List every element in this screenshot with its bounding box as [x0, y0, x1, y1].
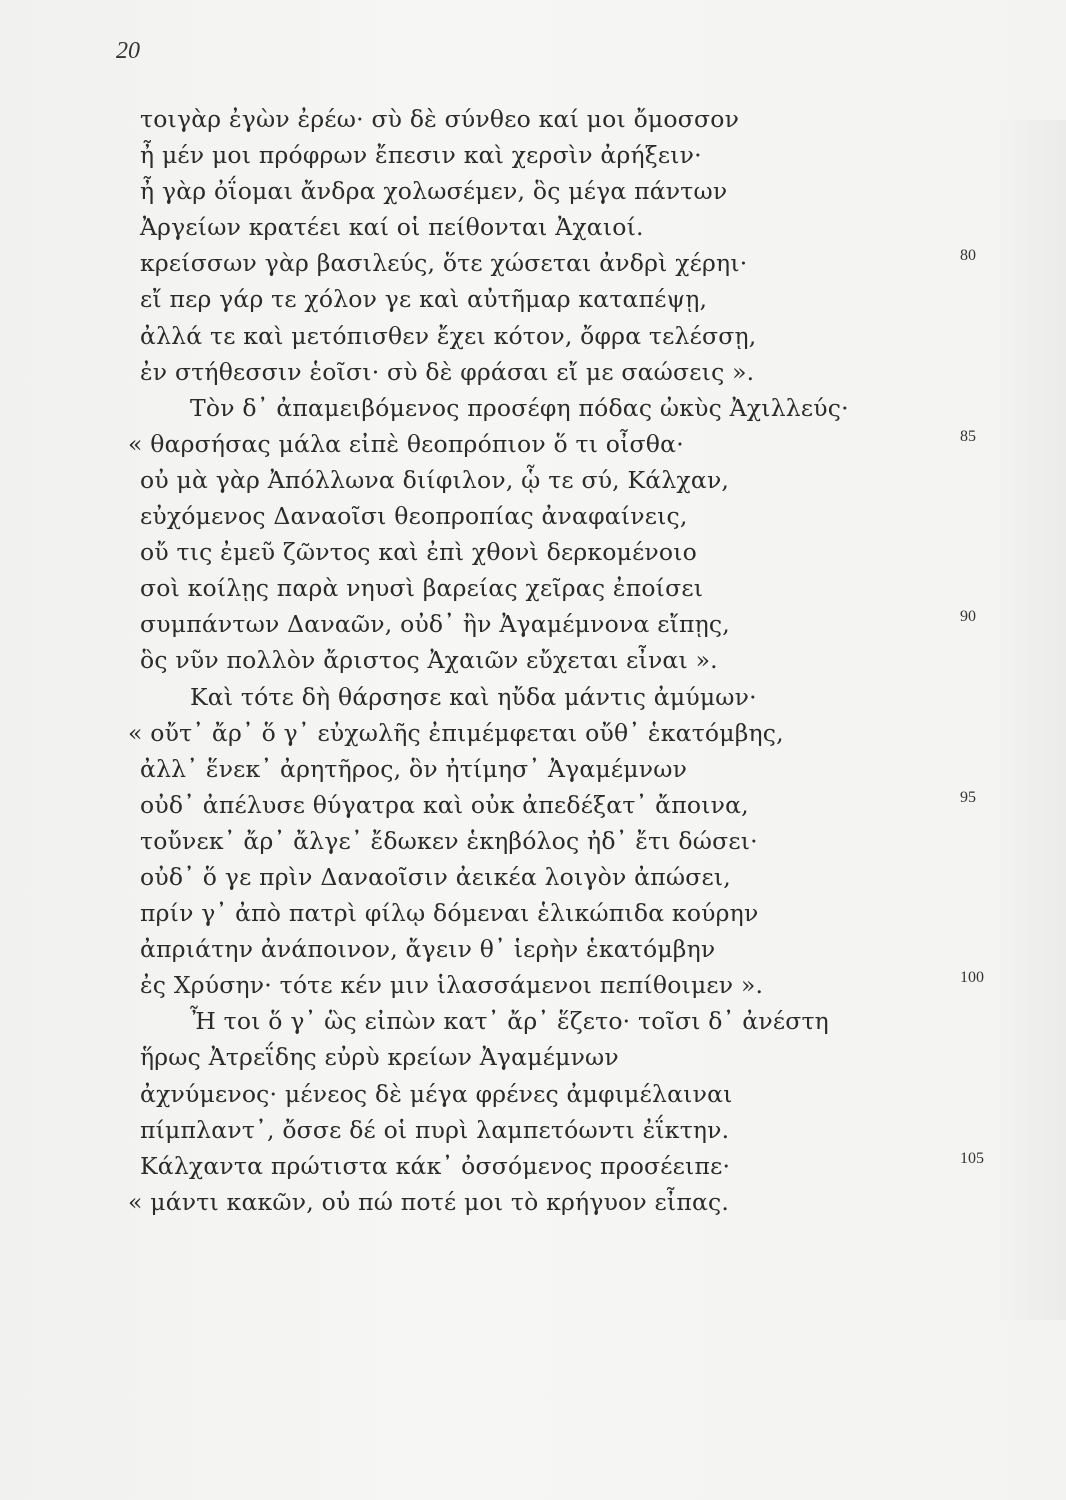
- verse-text: τοὔνεκ᾽ ἄρ᾽ ἄλγε᾽ ἔδωκεν ἑκηβόλος ἠδ᾽ ἔτι δώσει·: [140, 826, 758, 855]
- verse-line: [0, 245, 1066, 281]
- verse-text: πίμπλαντ᾽, ὄσσε δέ οἱ πυρὶ λαμπετόωντι ἐΐκτην.: [140, 1115, 730, 1144]
- verse-line: [0, 967, 1066, 1003]
- verse-line: [0, 1039, 1066, 1075]
- line-number: 85: [960, 427, 976, 445]
- verse-text: ἐν στήθεσσιν ἑοῖσι· σὺ δὲ φράσαι εἴ με σαώσεις ».: [140, 357, 755, 386]
- verse-line: [0, 173, 1066, 209]
- verse-text: ἦ μέν μοι πρόφρων ἔπεσιν καὶ χερσὶν ἀρήξειν·: [140, 141, 702, 170]
- verse-text: Ἀργείων κρατέει καί οἱ πείθονται Ἀχαιοί.: [140, 213, 644, 242]
- verse-text: τοιγὰρ ἐγὼν ἐρέω· σὺ δὲ σύνθεο καί μοι ὄμοσσον: [140, 105, 740, 133]
- verse-line: [0, 137, 1066, 173]
- verse-text: « οὔτ᾽ ἄρ᾽ ὅ γ᾽ εὐχωλῆς ἐπιμέμφεται οὔθ᾽ ἑκατόμβης,: [128, 718, 784, 747]
- verse-text: εὐχόμενος Δαναοῖσι θεοπροπίας ἀναφαίνεις,: [140, 502, 688, 531]
- verse-line: [0, 1184, 1066, 1220]
- verse-text: ἦ γὰρ ὀΐομαι ἄνδρα χολωσέμεν, ὃς μέγα πάντων: [140, 177, 728, 206]
- verse-line: [0, 209, 1066, 245]
- verse-text: ἀλλά τε καὶ μετόπισθεν ἔχει κότον, ὄφρα τελέσσῃ,: [140, 321, 757, 350]
- verse-line: [0, 318, 1066, 354]
- verse-text: « μάντι κακῶν, οὐ πώ ποτέ μοι τὸ κρήγυον εἶπας.: [128, 1187, 730, 1216]
- verse-text: οὐδ᾽ ἀπέλυσε θύγατρα καὶ οὐκ ἀπεδέξατ᾽ ἄποινα,: [140, 790, 749, 819]
- verse-line: [0, 895, 1066, 931]
- verse-line: [0, 534, 1066, 570]
- verse-line: [0, 570, 1066, 606]
- verse-text: πρίν γ᾽ ἀπὸ πατρὶ φίλῳ δόμεναι ἑλικώπιδα κούρην: [140, 899, 759, 928]
- verse-line: [0, 1076, 1066, 1112]
- verse-text: κρείσσων γὰρ βασιλεύς, ὅτε χώσεται ἀνδρὶ χέρηι·: [140, 249, 748, 278]
- verse-line: [0, 715, 1066, 751]
- verse-text: ὃς νῦν πολλὸν ἄριστος Ἀχαιῶν εὔχεται εἶναι ».: [140, 646, 718, 675]
- verse-line: [0, 642, 1066, 678]
- verse-line: [0, 498, 1066, 534]
- verse-text: Τὸν δ᾽ ἀπαμειβόμενος προσέφη πόδας ὠκὺς Ἀχιλλεύς·: [190, 393, 849, 422]
- line-number: 95: [960, 788, 976, 806]
- verse-line: [0, 679, 1066, 715]
- verse-line: [0, 462, 1066, 498]
- verse-line: [0, 931, 1066, 967]
- verse-text: ἐς Χρύσην· τότε κέν μιν ἱλασσάμενοι πεπίθοιμεν ».: [140, 971, 764, 1000]
- verse-text: ἀλλ᾽ ἕνεκ᾽ ἀρητῆρος, ὃν ἠτίμησ᾽ Ἀγαμέμνων: [140, 754, 688, 783]
- verse-line: [0, 1112, 1066, 1148]
- verse-text: οὔ τις ἐμεῦ ζῶντος καὶ ἐπὶ χθονὶ δερκομένοιο: [140, 538, 698, 567]
- verse-text: ἀπριάτην ἀνάποινον, ἄγειν θ᾽ ἱερὴν ἑκατόμβην: [140, 935, 716, 964]
- verse-line: [0, 390, 1066, 426]
- verse-text: οὐ μὰ γὰρ Ἀπόλλωνα διίφιλον, ᾧ τε σύ, Κάλχαν,: [140, 465, 730, 494]
- verse-text: ἀχνύμενος· μένεος δὲ μέγα φρένες ἀμφιμέλαιναι: [140, 1079, 733, 1108]
- verse-text: Ἦ τοι ὅ γ᾽ ὣς εἰπὼν κατ᾽ ἄρ᾽ ἕζετο· τοῖσι δ᾽ ἀνέστη: [190, 1007, 829, 1036]
- verse-text: Κάλχαντα πρώτιστα κάκ᾽ ὀσσόμενος προσέειπε·: [140, 1151, 731, 1180]
- verse-text: Καὶ τότε δὴ θάρσησε καὶ ηὔδα μάντις ἀμύμων·: [190, 682, 757, 711]
- verse-text: συμπάντων Δαναῶν, οὐδ᾽ ἢν Ἀγαμέμνονα εἴπῃς,: [140, 610, 730, 639]
- verse-block: [0, 101, 1066, 1220]
- verse-line: [0, 1148, 1066, 1184]
- verse-line: [0, 1003, 1066, 1039]
- line-number: 80: [960, 247, 976, 265]
- verse-text: οὐδ᾽ ὅ γε πρὶν Δαναοῖσιν ἀεικέα λοιγὸν ἀπώσει,: [140, 862, 731, 891]
- verse-line: [0, 101, 1066, 137]
- verse-line: [0, 426, 1066, 462]
- line-number: 105: [960, 1149, 984, 1167]
- verse-line: [0, 606, 1066, 642]
- line-number: 100: [960, 969, 984, 987]
- verse-text: σοὶ κοίλῃς παρὰ νηυσὶ βαρείας χεῖρας ἐποίσει: [140, 574, 704, 603]
- verse-text: ἥρως Ἀτρεΐδης εὐρὺ κρείων Ἀγαμέμνων: [140, 1043, 619, 1072]
- line-number: 90: [960, 608, 976, 626]
- verse-line: [0, 751, 1066, 787]
- page-number: 20: [116, 38, 140, 64]
- verse-line: [0, 354, 1066, 390]
- verse-line: [0, 787, 1066, 823]
- verse-line: [0, 823, 1066, 859]
- verse-text: « θαρσήσας μάλα εἰπὲ θεοπρόπιον ὅ τι οἶσθα·: [128, 429, 684, 458]
- verse-line: [0, 859, 1066, 895]
- verse-text: εἴ περ γάρ τε χόλον γε καὶ αὐτῆμαρ καταπέψῃ,: [140, 285, 708, 314]
- verse-line: [0, 281, 1066, 317]
